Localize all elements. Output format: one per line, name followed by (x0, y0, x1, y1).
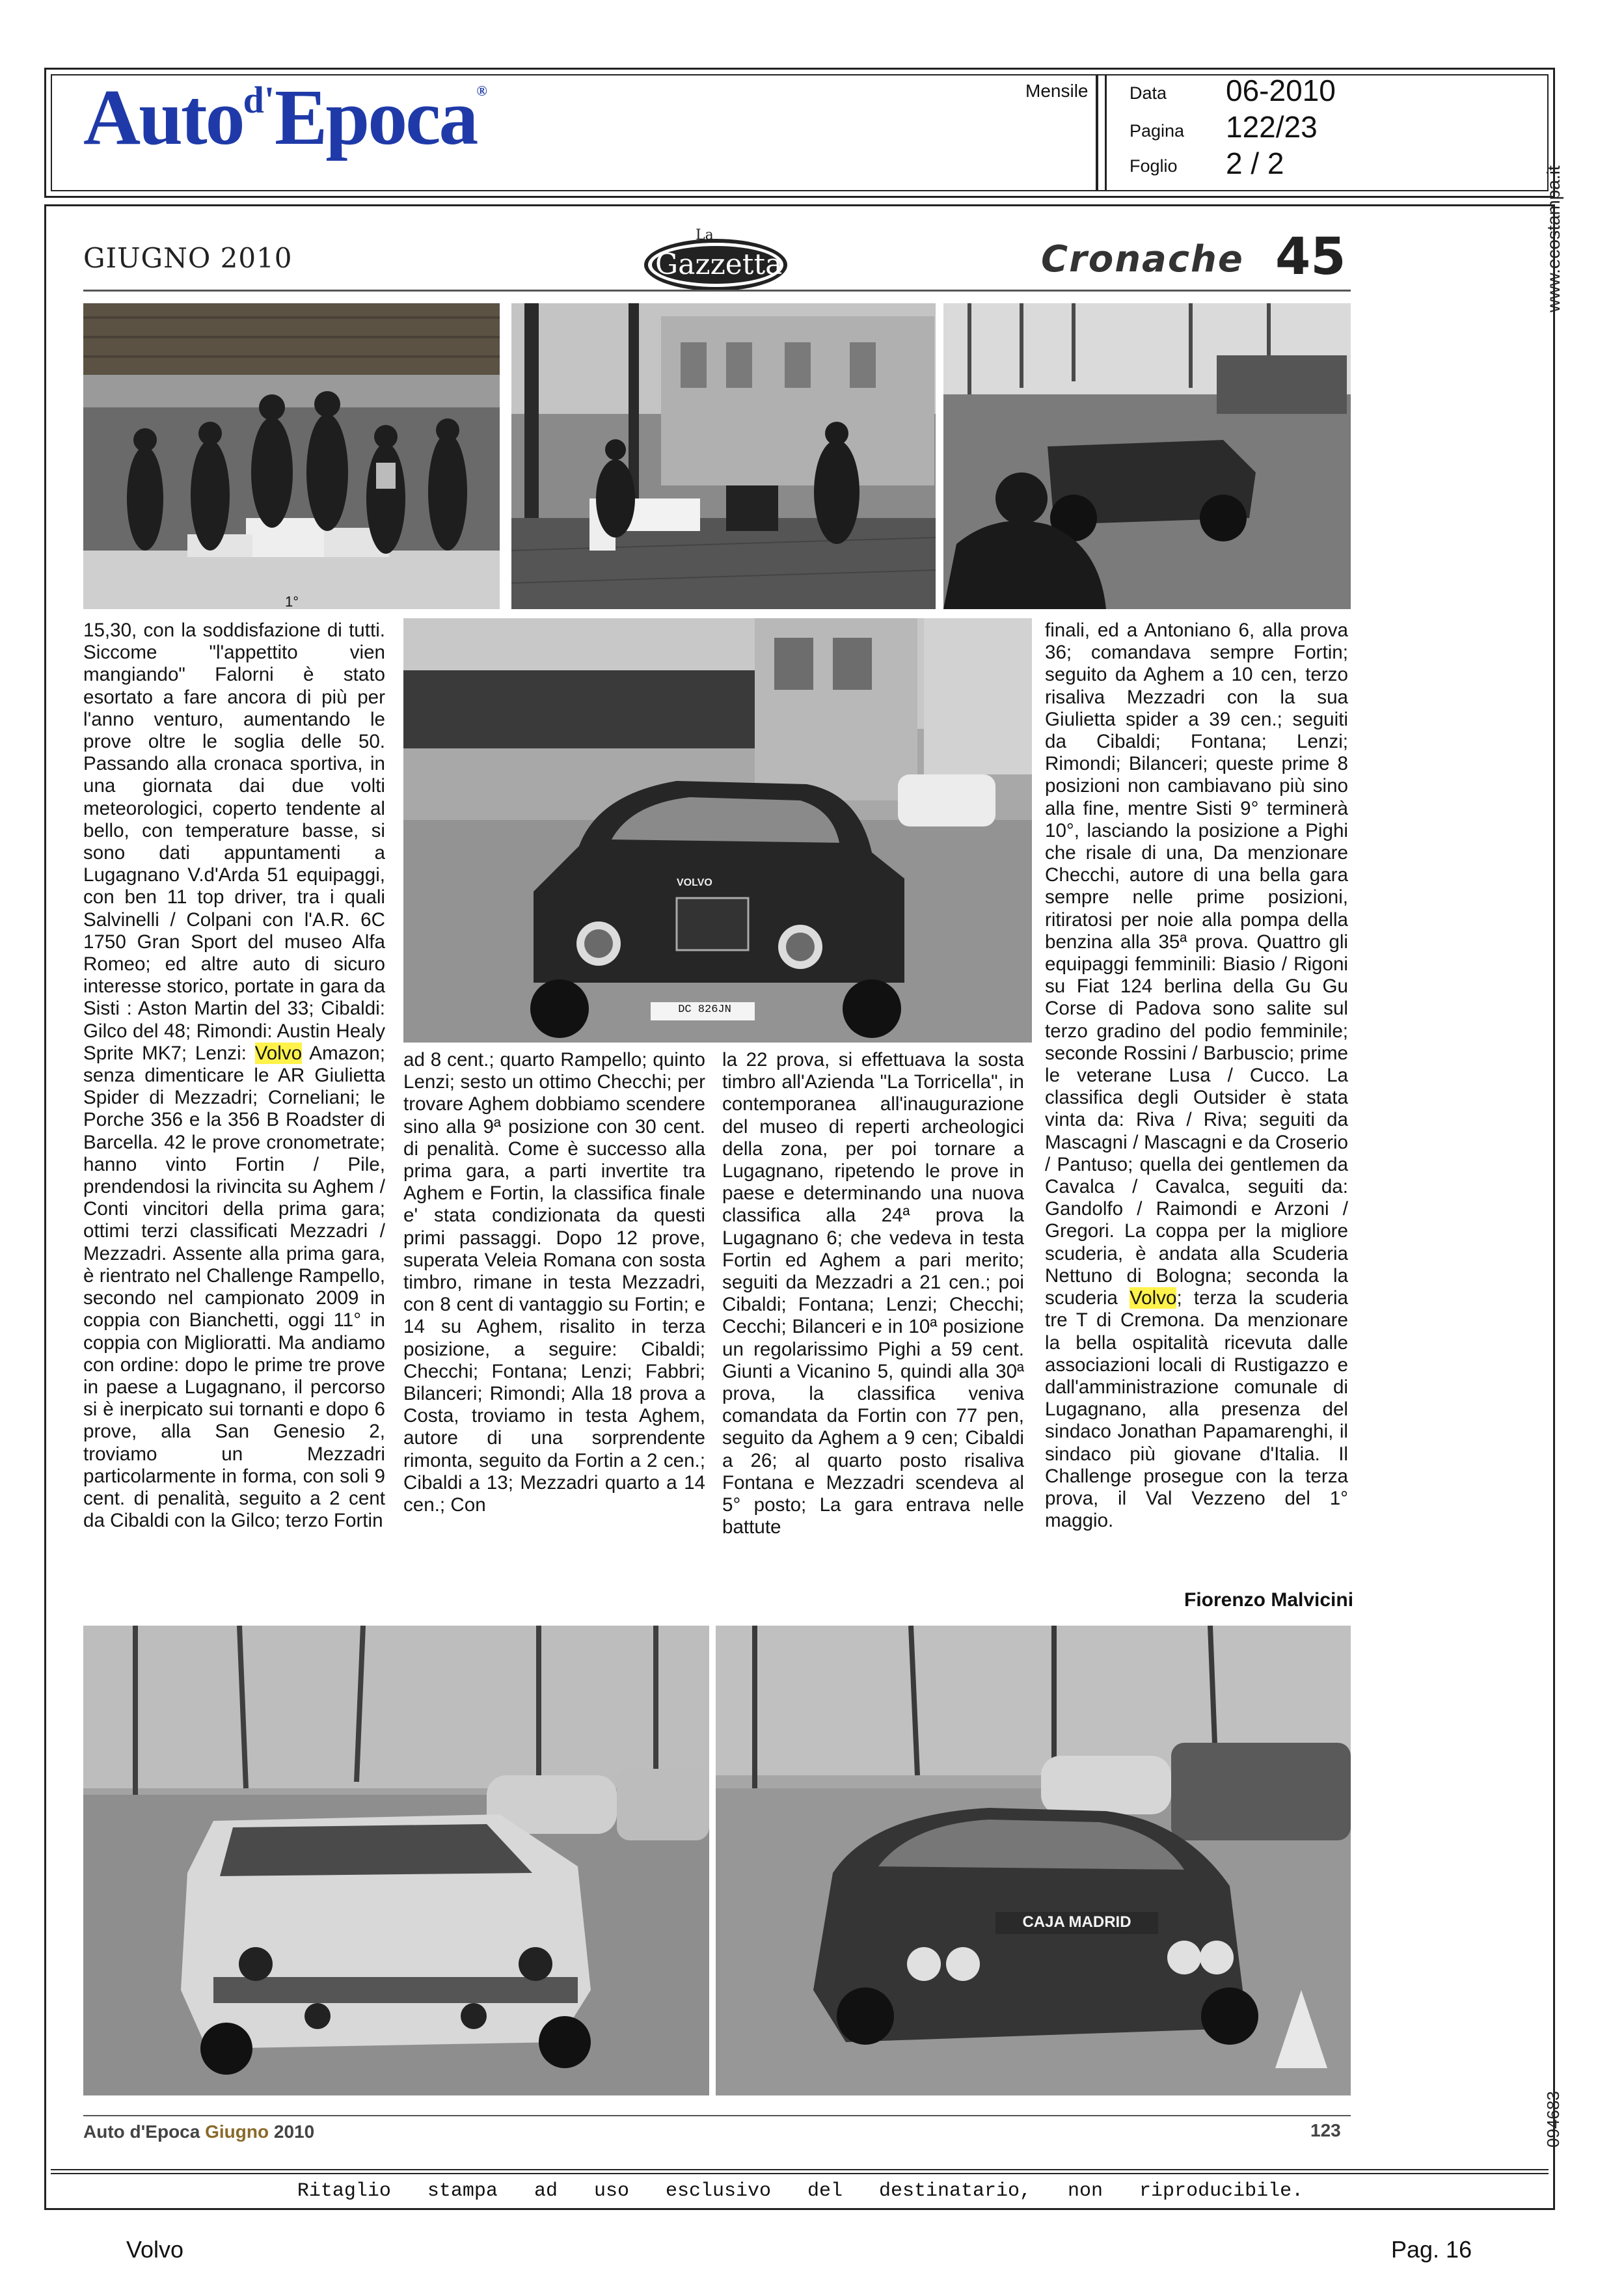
data-value: 06-2010 (1226, 74, 1336, 107)
podium-photo (83, 303, 500, 609)
side-url: www.ecostampa.it (1543, 165, 1563, 312)
article-column-2: ad 8 cent.; quarto Rampello; quinto Lenzi; sesto un ottimo Checchi; per trovare Aghem dobbiamo scendere sino alla 9ª posizione con 30 cent. di penalità. Come è successo alla prima gara, a parti invertite tra Aghem e Fortin, la classifica finale e' stata condizionata da questi primi passaggi. Dopo 12 prove, superata Veleia Romana con sosta timbro, rimane in testa Mezzadri, con 8 cent di vantaggio su Fortin; e 14 su Aghem, risalito in terza posizione, a seguire: Cibaldi; Checchi; Fontana; Lenzi; Fabbri; Bilanceri; Rimondi; Alla 18 prova a Costa, troviamo in testa Aghem, autore di una sorprendente rimonta, seguito da Fortin a 2 cen.; Cibaldi a 13; Mezzadri quarto a 14 cen.; Con (403, 1049, 705, 1516)
column-1-text-b: Amazon; senza dimenticare le AR Giulietta Spider di Mezzadri; Corneliani; le Porche 356 e la 356 B Roadster di Barcella. 42 le prove cronometrate; hanno vinto Fortin / Pile, prendendosi la rivincita su Aghem / Conti vincitori della prima gara; ottimi terzi classificati Mezzadri / Mezzadri. Assente alla prima gara, è rientrato nel Challenge Rampello, secondo nel campionato 2009 in coppia con Bianchetti, oggi 11° in coppia con Miglioratti. Ma andiamo con ordine: dopo le prime tre prove in paese a Lugagnano, il percorso si è inerpicato sui tornanti e dopo 6 prove, alla San Genesio 2, troviamo un Mezzadri particolarmente in forma, con soli 9 cent. di penalità, seguito a 2 cent da Cibaldi con la Gilco; terzo Fortin (83, 1042, 385, 1532)
podium-mark: 1° (285, 594, 299, 610)
top-rule (83, 290, 1351, 292)
volvo-pv-photo (403, 618, 1032, 1043)
column-4-text-b: ; terza la scuderia tre T di Cremona. Da menzionare la bella ospitalità ricevuta dalle associazioni locali di Rustigazzo e dall'amministrazione comunale di Lugagnano, alla presenza del sindaco Jonathan Papamarenghi, il sindaco più giovane d'Italia. Il Challenge prosegue con la terza prova, il Val Vezzeno del 1° maggio. (1045, 1287, 1348, 1532)
highlight-volvo: Volvo (254, 1042, 303, 1064)
document-page: Pag. 16 (1391, 2236, 1472, 2263)
volvo-badge-text: VOLVO (677, 877, 712, 888)
disclaimer: Ritaglio stampa ad uso esclusivo del destinatario, non riproducibile. (297, 2180, 1304, 2202)
gazzetta-logo-word: Gazzetta (655, 248, 783, 281)
frequency-label: Mensile (1025, 81, 1089, 101)
column-1-text-a: 15,30, con la soddisfazione di tutti. Siccome "l'appettito vien mangiando" Falorni è stato esortato a fare ancora di più per l'anno venturo, aumentando le prove oltre le soglia delle 50. Passando alla cronaca sportiva, in una giornata dai due volti meteorologici, coperto tendente al bello, con temperature basse, si sono dati appuntamenti a Lugagnano V.d'Arda 51 equipaggi, con ben 11 top driver, tra i quali Salvinelli / Colpani con l'A.R. 6C 1750 Gran Sport del museo Alfa Romeo; ed altre auto di sicuro interesse storico, portate in gara da Sisti : Aston Martin del 33; Cibaldi: Gilco del 48; Rimondi: Austin Healy Sprite MK7; Lenzi: (83, 620, 385, 1064)
client-name: Volvo (126, 2236, 184, 2263)
pagina-value: 122/23 (1226, 110, 1318, 144)
publication-logo: Auto$^{d'}$Epoca® (83, 74, 485, 161)
disclaimer-rule (51, 2169, 1549, 2170)
magazine-footer: Auto d'Epoca Giugno 2010 (83, 2122, 315, 2142)
data-label: Data (1130, 83, 1167, 103)
article-column-3: la 22 prova, si effettuava la sosta timbro all'Azienda "La Torricella", in contemporanea all'inaugurazione del museo di reperti archeologici della zona, per poi tornare a Lugagnano, ripetendo le prove in paese e determinando una nuova classifica alla 24ª prova la Lugagnano 6; che vedeva in testa Fortin ed Aghem a pari merito; seguiti da Mezzadri a 21 cen.; poi Cibaldi; Fontana; Lenzi; Checchi; Cecchi; Bilanceri e in 10ª posizione un regolarissimo Pighi a 59 cent. Giunti a Vicanino 5, quindi alla 30ª prova, la classifica veniva comandata da Fortin con 77 pen, seguito da Aghem a 9 cen; Cibaldi a 26; al quarto posto risaliva Fontana e Mezzadri scendeva al 5° posto; La gara entrava nelle battute (722, 1049, 1024, 1538)
article-column-4 (1045, 620, 1348, 1532)
footer-rule (83, 2115, 1351, 2116)
article-column-1 (83, 620, 385, 1532)
disclaimer-rule (51, 2173, 1549, 2174)
author-signature: Fiorenzo Malvicini (1184, 1589, 1354, 1611)
foglio-value: 2 / 2 (1226, 146, 1284, 180)
magazine-page-number: 123 (1310, 2120, 1341, 2140)
side-code: 094683 (1543, 2091, 1563, 2148)
issue-month: GIUGNO 2010 (83, 242, 293, 274)
header-divider (1105, 74, 1107, 191)
caja-madrid-sticker: CAJA MADRID (1022, 1913, 1131, 1931)
section-name: Cronache (1041, 238, 1244, 280)
pagina-label: Pagina (1130, 121, 1185, 141)
checkpoint-photo (511, 303, 936, 609)
gazzetta-logo-small: La (696, 227, 714, 243)
race-car-photo (943, 303, 1351, 609)
foglio-label: Foglio (1130, 156, 1178, 176)
column-4-text-a: finali, ed a Antoniano 6, alla prova 36; comandava sempre Fortin; seguito da Aghem a 10 cen, terzo risaliva Mezzadri con la sua Giulietta spider a 39 cen.; seguiti da Cibaldi; Fontana; Lenzi; Rimondi; Bilanceri; queste prime 8 posizioni non cambiavano più sino alla fine, mentre Sisti 9° terminerà 10°, lasciando la posizione a Pighi che risale di una, Da menzionare Checchi, autore di una bella gara sempre nelle prime posizioni, ritiratosi per noie alla pompa della benzina alla 35ª prova. Quattro gli equipaggi femminili: Biasio / Rigoni su Fiat 124 berlina della Gu Gu Corse di Padova sono salite sul terzo gradino del podio femminile; seconde Rossini / Barbuscio; prime le veterane Lusa / Cucco. La classifica degli Outsider è stata vinta da: Riva / Riva; seguiti da Mascagni / Mascagni e da Croserio / Pantuso; quella dei gentlemen da Cavalca / Cavalca, seguiti da: Gandolfo / Raimondi e Arzoni / Gregori. La coppa per la migliore scuderia, è andata alla Scuderia Nettuno di Bologna; seconda la scuderia (1045, 620, 1348, 1309)
lancia-fulvia-photo (716, 1626, 1351, 2095)
volvo-amazon-photo (83, 1626, 709, 2095)
license-plate: DC 826JN (678, 1003, 731, 1016)
header-divider (1096, 74, 1098, 191)
highlight-volvo: Volvo (1130, 1287, 1177, 1309)
page-number: 45 (1275, 228, 1346, 286)
